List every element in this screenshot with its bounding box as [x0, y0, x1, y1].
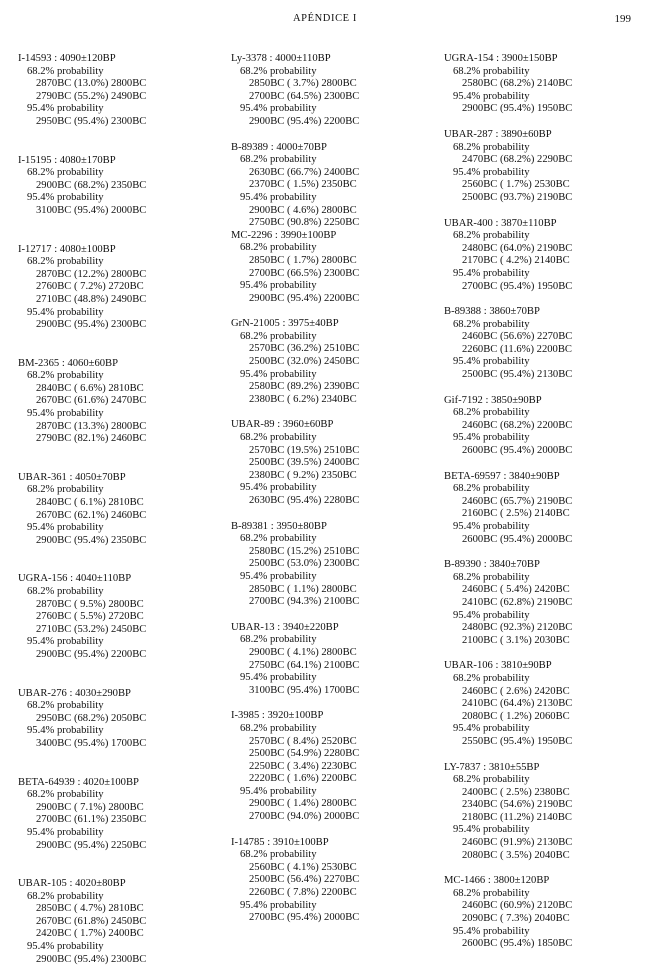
calibrated-range: 2840BC ( 6.1%) 2810BC [36, 497, 144, 509]
calibrated-range: 2580BC (68.2%) 2140BC [462, 78, 573, 90]
probability-label: 68.2% probability [453, 774, 530, 786]
probability-label: 68.2% probability [453, 887, 530, 899]
calibrated-range: 2500BC (32.0%) 2450BC [249, 356, 360, 368]
sample-id: B-89388 : 3860±70BP [444, 306, 540, 318]
probability-label: 95.4% probability [27, 636, 104, 648]
calibrated-range: 2570BC ( 8.4%) 2520BC [249, 735, 357, 747]
calibrated-range: 2700BC (94.0%) 2000BC [249, 811, 360, 823]
probability-label: 95.4% probability [27, 103, 104, 115]
calibrated-range: 2600BC (95.4%) 1850BC [462, 938, 573, 950]
calibrated-range: 2850BC ( 1.7%) 2800BC [249, 254, 357, 266]
calibrated-range: 2500BC (95.4%) 2130BC [462, 369, 573, 381]
sample-id: UGRA-154 : 3900±150BP [444, 53, 558, 64]
sample-id: BETA-69597 : 3840±90BP [444, 470, 560, 482]
probability-label: 68.2% probability [453, 407, 530, 419]
probability-label: 68.2% probability [27, 484, 104, 496]
probability-label: 95.4% probability [27, 725, 104, 737]
radiocarbon-entry [231, 142, 441, 230]
probability-label: 95.4% probability [240, 570, 317, 582]
calibrated-range: 2700BC (66.5%) 2300BC [249, 267, 360, 279]
sample-id: GrN-21005 : 3975±40BP [231, 318, 339, 330]
calibrated-range: 2260BC ( 7.8%) 2200BC [249, 887, 357, 899]
probability-label: 68.2% probability [453, 65, 530, 77]
probability-label: 95.4% probability [453, 166, 530, 178]
probability-label: 68.2% probability [453, 141, 530, 153]
sample-id: I-14785 : 3910±100BP [231, 836, 329, 848]
sample-id: MC-2296 : 3990±100BP [231, 229, 337, 241]
calibrated-range: 2600BC (95.4%) 2000BC [462, 533, 573, 545]
probability-label: 68.2% probability [240, 849, 317, 861]
radiocarbon-entry [231, 419, 441, 507]
calibrated-range: 2900BC (95.4%) 2350BC [36, 534, 147, 546]
probability-label: 68.2% probability [27, 65, 104, 77]
calibrated-range: 2480BC (64.0%) 2190BC [462, 242, 573, 254]
probability-label: 95.4% probability [27, 941, 104, 953]
calibrated-range: 2700BC (95.4%) 1950BC [462, 280, 573, 292]
running-header: APÉNDICE I [292, 13, 358, 24]
calibrated-range: 2870BC ( 9.5%) 2800BC [36, 598, 144, 610]
page-number: 199 [614, 13, 631, 25]
probability-label: 95.4% probability [27, 408, 104, 420]
sample-id: BM-2365 : 4060±60BP [18, 357, 118, 369]
radiocarbon-entry [231, 521, 441, 609]
probability-label: 95.4% probability [240, 280, 317, 292]
probability-label: 95.4% probability [453, 609, 530, 621]
sample-id: I-14593 : 4090±120BP [18, 53, 116, 64]
calibrated-range: 2100BC ( 3.1%) 2030BC [462, 634, 570, 646]
calibrated-range: 2570BC (36.2%) 2510BC [249, 343, 360, 355]
sample-id: UBAR-400 : 3870±110BP [444, 217, 557, 229]
radiocarbon-entry [231, 622, 441, 698]
calibrated-range: 2760BC ( 5.5%) 2720BC [36, 611, 144, 623]
radiocarbon-entry [231, 710, 441, 823]
radiocarbon-entry [18, 53, 228, 129]
calibrated-range: 2410BC (62.8%) 2190BC [462, 596, 573, 608]
calibrated-range: 2580BC (15.2%) 2510BC [249, 545, 360, 557]
sample-id: I-3985 : 3920±100BP [231, 710, 324, 722]
calibrated-range: 2500BC (39.5%) 2400BC [249, 457, 360, 469]
probability-label: 68.2% probability [27, 789, 104, 801]
probability-label: 68.2% probability [453, 483, 530, 495]
radiocarbon-entry [18, 472, 228, 548]
sample-id: UGRA-156 : 4040±110BP [18, 573, 132, 585]
calibrated-range: 2870BC (13.3%) 2800BC [36, 420, 147, 432]
probability-label: 68.2% probability [240, 242, 317, 254]
sample-id: Gif-7192 : 3850±90BP [444, 394, 542, 406]
calibrated-range: 2900BC (68.2%) 2350BC [36, 179, 147, 191]
probability-label: 68.2% probability [27, 370, 104, 382]
calibrated-range: 2500BC (56.4%) 2270BC [249, 874, 360, 886]
calibrated-range: 2340BC (54.6%) 2190BC [462, 799, 573, 811]
calibrated-range: 2900BC (95.4%) 1950BC [462, 103, 573, 115]
probability-label: 68.2% probability [240, 330, 317, 342]
calibrated-range: 2250BC ( 3.4%) 2230BC [249, 760, 357, 772]
calibrated-range: 2460BC (91.9%) 2130BC [462, 837, 573, 849]
calibrated-range: 2220BC ( 1.6%) 2200BC [249, 773, 357, 785]
calibrated-range: 2400BC ( 2.5%) 2380BC [462, 786, 570, 798]
calibrated-range: 2700BC (94.3%) 2100BC [249, 596, 360, 608]
calibrated-range: 2950BC (95.4%) 2300BC [36, 115, 147, 127]
sample-id: UBAR-106 : 3810±90BP [444, 660, 552, 672]
probability-label: 95.4% probability [453, 356, 530, 368]
probability-label: 95.4% probability [240, 899, 317, 911]
calibrated-range: 2080BC ( 1.2%) 2060BC [462, 710, 570, 722]
calibrated-range: 2900BC ( 1.4%) 2800BC [249, 798, 357, 810]
calibrated-range: 2090BC ( 7.3%) 2040BC [462, 913, 570, 925]
calibrated-range: 2900BC ( 4.6%) 2800BC [249, 204, 357, 216]
sample-id: BETA-64939 : 4020±100BP [18, 776, 139, 788]
calibrated-range: 2560BC ( 1.7%) 2530BC [462, 179, 570, 191]
calibrated-range: 2460BC (60.9%) 2120BC [462, 900, 573, 912]
calibrated-range: 2900BC (95.4%) 2200BC [249, 292, 360, 304]
radiocarbon-entry [444, 471, 650, 547]
calibrated-range: 2630BC (95.4%) 2280BC [249, 495, 360, 506]
radiocarbon-entry [231, 318, 441, 406]
sample-id: UBAR-276 : 4030±290BP [18, 687, 131, 699]
probability-label: 95.4% probability [240, 785, 317, 797]
radiocarbon-entry [444, 218, 650, 294]
sample-id: B-89390 : 3840±70BP [444, 559, 540, 571]
probability-label: 95.4% probability [240, 672, 317, 684]
calibrated-range: 2460BC (56.6%) 2270BC [462, 331, 573, 343]
calibrated-range: 2850BC ( 4.7%) 2810BC [36, 903, 144, 915]
sample-id: Ly-3378 : 4000±110BP [231, 53, 331, 64]
radiocarbon-entry [231, 837, 441, 925]
probability-label: 95.4% probability [27, 522, 104, 534]
column-1 [18, 53, 228, 966]
calibrated-range: 2570BC (19.5%) 2510BC [249, 444, 360, 456]
calibrated-range: 2710BC (53.2%) 2450BC [36, 623, 147, 635]
calibrated-range: 2370BC ( 1.5%) 2350BC [249, 179, 357, 191]
sample-id: UBAR-287 : 3890±60BP [444, 128, 552, 140]
sample-id: MC-1466 : 3800±120BP [444, 875, 550, 887]
calibrated-range: 2460BC (65.7%) 2190BC [462, 495, 573, 507]
column-2 [231, 53, 441, 925]
calibrated-range: 2580BC (89.2%) 2390BC [249, 381, 360, 393]
probability-label: 68.2% probability [240, 634, 317, 646]
probability-label: 95.4% probability [453, 432, 530, 444]
calibrated-range: 2160BC ( 2.5%) 2140BC [462, 508, 570, 520]
probability-label: 68.2% probability [453, 571, 530, 583]
calibrated-range: 2460BC ( 2.6%) 2420BC [462, 685, 570, 697]
probability-label: 95.4% probability [240, 368, 317, 380]
sample-id: UBAR-89 : 3960±60BP [231, 419, 334, 431]
radiocarbon-entry [18, 358, 228, 446]
sample-id: UBAR-105 : 4020±80BP [18, 878, 126, 890]
radiocarbon-entry [444, 762, 650, 863]
calibrated-range: 2870BC (13.0%) 2800BC [36, 78, 147, 90]
calibrated-range: 2900BC (95.4%) 2300BC [36, 953, 147, 965]
probability-label: 68.2% probability [453, 672, 530, 684]
radiocarbon-entry [444, 129, 650, 205]
calibrated-range: 2850BC ( 1.1%) 2800BC [249, 583, 357, 595]
calibrated-range: 2550BC (95.4%) 1950BC [462, 735, 573, 747]
calibrated-range: 2790BC (55.2%) 2490BC [36, 90, 147, 102]
radiocarbon-entry [18, 878, 228, 966]
sample-id: LY-7837 : 3810±55BP [444, 761, 540, 773]
radiocarbon-entry [444, 875, 650, 951]
calibrated-range: 2700BC (95.4%) 2000BC [249, 912, 360, 924]
calibrated-range: 2700BC (61.1%) 2350BC [36, 814, 147, 826]
probability-label: 95.4% probability [27, 826, 104, 838]
probability-label: 95.4% probability [453, 521, 530, 532]
sample-id: B-89381 : 3950±80BP [231, 520, 327, 532]
probability-label: 68.2% probability [240, 533, 317, 545]
probability-label: 68.2% probability [453, 318, 530, 330]
calibrated-range: 2600BC (95.4%) 2000BC [462, 445, 573, 457]
probability-label: 95.4% probability [453, 925, 530, 937]
calibrated-range: 2900BC (95.4%) 2250BC [36, 839, 147, 851]
calibrated-range: 2900BC (95.4%) 2200BC [36, 648, 147, 660]
calibrated-range: 2750BC (64.1%) 2100BC [249, 659, 360, 671]
probability-label: 68.2% probability [27, 890, 104, 902]
sample-id: I-12717 : 4080±100BP [18, 243, 116, 255]
calibrated-range: 2670BC (62.1%) 2460BC [36, 509, 147, 521]
probability-label: 68.2% probability [27, 167, 104, 179]
probability-label: 95.4% probability [453, 824, 530, 836]
radiocarbon-entry [231, 230, 441, 306]
calibrated-range: 2760BC ( 7.2%) 2720BC [36, 281, 144, 293]
calibrated-range: 2750BC (90.8%) 2250BC [249, 217, 360, 229]
calibrated-range: 2900BC ( 7.1%) 2800BC [36, 801, 144, 813]
calibrated-range: 2460BC ( 5.4%) 2420BC [462, 584, 570, 596]
probability-label: 68.2% probability [240, 154, 317, 166]
radiocarbon-entry [444, 395, 650, 458]
radiocarbon-entry [18, 688, 228, 751]
radiocarbon-entry [18, 155, 228, 218]
calibrated-range: 2500BC (53.0%) 2300BC [249, 558, 360, 570]
calibrated-range: 2670BC (61.8%) 2450BC [36, 915, 147, 927]
probability-label: 68.2% probability [240, 722, 317, 734]
probability-label: 95.4% probability [453, 723, 530, 735]
radiocarbon-entry [444, 306, 650, 382]
radiocarbon-entry [444, 559, 650, 647]
radiocarbon-entry [231, 53, 441, 129]
sample-id: UBAR-13 : 3940±220BP [231, 621, 339, 633]
calibrated-range: 3100BC (95.4%) 2000BC [36, 204, 147, 216]
calibrated-range: 2500BC (54.9%) 2280BC [249, 748, 360, 760]
calibrated-range: 2080BC ( 3.5%) 2040BC [462, 849, 570, 861]
calibrated-range: 2710BC (48.8%) 2490BC [36, 293, 147, 305]
column-3 [444, 53, 650, 951]
radiocarbon-entry [18, 244, 228, 332]
calibrated-range: 2560BC ( 4.1%) 2530BC [249, 861, 357, 873]
calibrated-range: 2900BC (95.4%) 2200BC [249, 115, 360, 127]
calibrated-range: 2900BC ( 4.1%) 2800BC [249, 646, 357, 658]
probability-label: 68.2% probability [453, 230, 530, 242]
probability-label: 68.2% probability [27, 700, 104, 712]
probability-label: 95.4% probability [240, 103, 317, 115]
sample-id: UBAR-361 : 4050±70BP [18, 471, 126, 483]
probability-label: 68.2% probability [240, 432, 317, 444]
calibrated-range: 2870BC (12.2%) 2800BC [36, 268, 147, 280]
probability-label: 95.4% probability [240, 191, 317, 203]
radiocarbon-entry [444, 53, 650, 116]
calibrated-range: 2950BC (68.2%) 2050BC [36, 712, 147, 724]
calibrated-range: 2850BC ( 3.7%) 2800BC [249, 78, 357, 90]
calibrated-range: 2410BC (64.4%) 2130BC [462, 698, 573, 710]
calibrated-range: 2700BC (64.5%) 2300BC [249, 90, 360, 102]
calibrated-range: 2790BC (82.1%) 2460BC [36, 433, 147, 445]
sample-id: B-89389 : 4000±70BP [231, 141, 327, 153]
calibrated-range: 2630BC (66.7%) 2400BC [249, 166, 360, 178]
calibrated-range: 2840BC ( 6.6%) 2810BC [36, 382, 144, 394]
calibrated-range: 3100BC (95.4%) 1700BC [249, 684, 360, 696]
calibrated-range: 2900BC (95.4%) 2300BC [36, 319, 147, 331]
probability-label: 95.4% probability [27, 192, 104, 204]
calibrated-range: 2480BC (92.3%) 2120BC [462, 622, 573, 634]
calibrated-range: 2420BC ( 1.7%) 2400BC [36, 928, 144, 940]
probability-label: 68.2% probability [240, 65, 317, 77]
probability-label: 95.4% probability [240, 482, 317, 494]
calibrated-range: 2380BC ( 9.2%) 2350BC [249, 469, 357, 481]
calibrated-range: 2180BC (11.2%) 2140BC [462, 811, 572, 823]
calibrated-range: 2170BC ( 4.2%) 2140BC [462, 255, 570, 267]
probability-label: 68.2% probability [27, 586, 104, 597]
calibrated-range: 3400BC (95.4%) 1700BC [36, 737, 147, 749]
calibrated-range: 2380BC ( 6.2%) 2340BC [249, 393, 357, 405]
calibrated-range: 2260BC (11.6%) 2200BC [462, 343, 572, 355]
probability-label: 95.4% probability [27, 306, 104, 318]
probability-label: 95.4% probability [453, 267, 530, 279]
radiocarbon-entry [18, 777, 228, 853]
radiocarbon-entry [444, 660, 650, 748]
probability-label: 95.4% probability [453, 90, 530, 102]
sample-id: I-15195 : 4080±170BP [18, 154, 116, 166]
probability-label: 68.2% probability [27, 256, 104, 268]
calibrated-range: 2470BC (68.2%) 2290BC [462, 154, 573, 166]
radiocarbon-entry [18, 573, 228, 661]
calibrated-range: 2670BC (61.6%) 2470BC [36, 395, 147, 407]
calibrated-range: 2460BC (68.2%) 2200BC [462, 419, 573, 431]
calibrated-range: 2500BC (93.7%) 2190BC [462, 191, 573, 203]
